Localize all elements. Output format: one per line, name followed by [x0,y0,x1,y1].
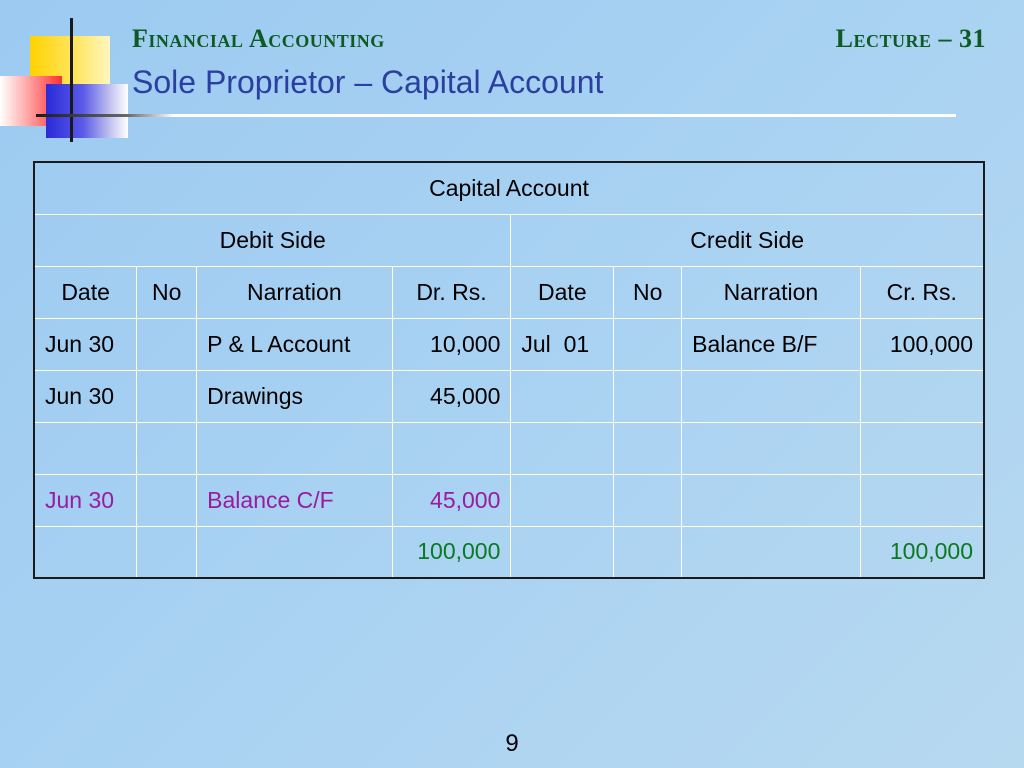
column-header: No [137,266,197,318]
lecture-number: Lecture – 31 [835,24,986,53]
table-title: Capital Account [34,162,984,214]
slide-title: Sole Proprietor – Capital Account [132,64,604,100]
table-cell [137,318,197,370]
debit-total: 100,000 [392,526,511,578]
table-cell: Jul 01 [511,318,614,370]
balance-cf-narration: Balance C/F [197,474,392,526]
logo-blue-square [46,84,128,138]
credit-total: 100,000 [860,526,984,578]
table-cell: Jun 30 [34,318,137,370]
page-number: 9 [505,730,519,757]
table-cell [860,474,984,526]
table-cell: Drawings [197,370,392,422]
table-cell [392,422,511,474]
table-cell [137,422,197,474]
table-cell [137,474,197,526]
capital-account-table [33,161,985,579]
header-divider-line [36,114,956,117]
balance-cf-date: Jun 30 [34,474,137,526]
table-cell: 10,000 [392,318,511,370]
column-header: Narration [197,266,392,318]
balance-cf-amount: 45,000 [392,474,511,526]
column-header: Cr. Rs. [860,266,984,318]
table-cell: 100,000 [860,318,984,370]
table-row [34,474,984,526]
table-cell [511,370,614,422]
table-cell [137,370,197,422]
table-cell [682,474,860,526]
table-cell [614,318,682,370]
table-row [34,370,984,422]
table-cell [614,526,682,578]
table-cell [511,526,614,578]
table-cell [614,422,682,474]
table-cell [682,422,860,474]
table-cell [511,422,614,474]
logo-vertical-line [70,18,73,142]
table-cell: P & L Account [197,318,392,370]
column-header: Dr. Rs. [392,266,511,318]
column-header: Narration [682,266,860,318]
column-header: Date [34,266,137,318]
column-header: Date [511,266,614,318]
table-title-row [34,162,984,214]
table-cell: Jun 30 [34,370,137,422]
table-cell [860,370,984,422]
table-cell [614,474,682,526]
table-cell [860,422,984,474]
table-side-row [34,214,984,266]
table-cell [34,526,137,578]
column-header-row [34,266,984,318]
table-cell [682,370,860,422]
table-cell: 45,000 [392,370,511,422]
table-total-row [34,526,984,578]
course-title: Financial Accounting [132,24,385,53]
table-cell [682,526,860,578]
table-cell: Balance B/F [682,318,860,370]
table-row [34,318,984,370]
table-cell [614,370,682,422]
table-cell [34,422,137,474]
credit-side-header: Credit Side [511,214,984,266]
column-header: No [614,266,682,318]
table-row [34,422,984,474]
table-cell [511,474,614,526]
table-cell [137,526,197,578]
table-cell [197,526,392,578]
table-cell [197,422,392,474]
debit-side-header: Debit Side [34,214,511,266]
